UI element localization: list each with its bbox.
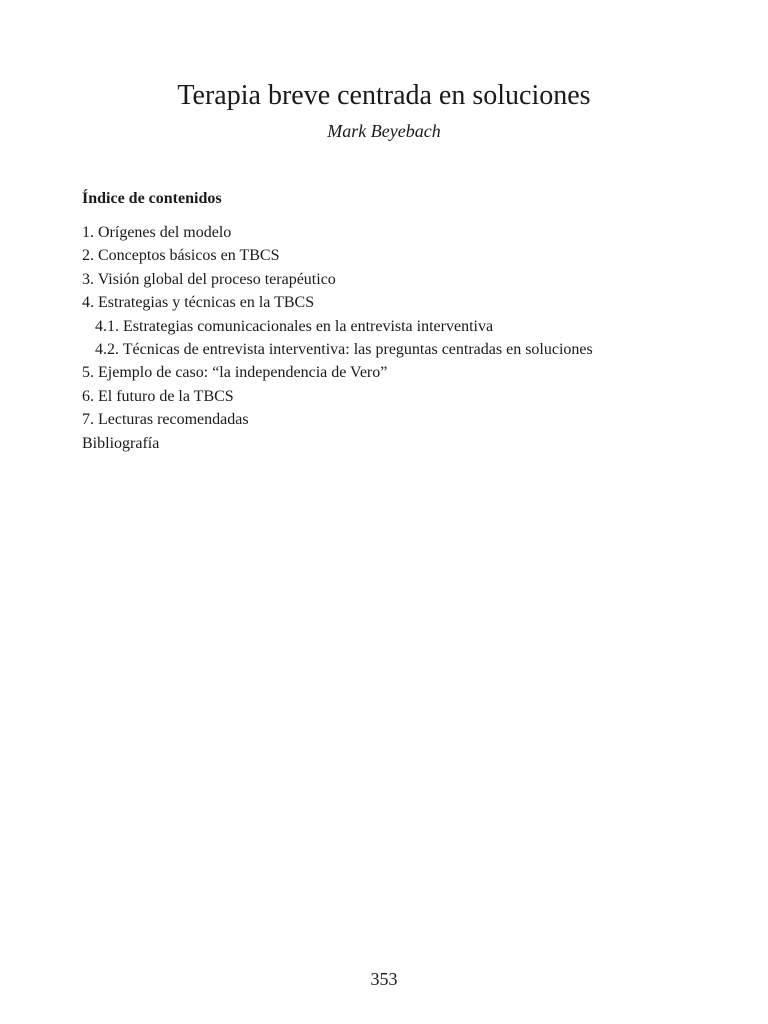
toc-list [82, 221, 702, 455]
author-name: Mark Beyebach [327, 121, 441, 141]
document-title: Terapia breve centrada en soluciones [177, 80, 591, 111]
page-number: 353 [370, 969, 398, 989]
toc-item-4: 4. Estrategias y técnicas en la TBCS [82, 294, 315, 312]
toc-heading: Índice de contenidos [82, 190, 222, 207]
toc-item-4-2: 4.2. Técnicas de entrevista interventiva: las preguntas centradas en soluciones [95, 341, 593, 359]
toc-item-4-1: 4.1. Estrategias comunicacionales en la entrevista interventiva [95, 317, 494, 335]
toc-item-3: 3. Visión global del proceso terapéutico [82, 270, 336, 288]
toc-item-6: 6. El futuro de la TBCS [82, 387, 234, 405]
toc-item-7: 7. Lecturas recomendadas [82, 411, 249, 429]
toc-item-5: 5. Ejemplo de caso: “la independencia de Vero” [82, 364, 388, 382]
toc-item-1: 1. Orígenes del modelo [82, 224, 232, 241]
toc-item-2: 2. Conceptos básicos en TBCS [82, 247, 280, 265]
toc-item-bibliography: Bibliografía [82, 434, 160, 452]
